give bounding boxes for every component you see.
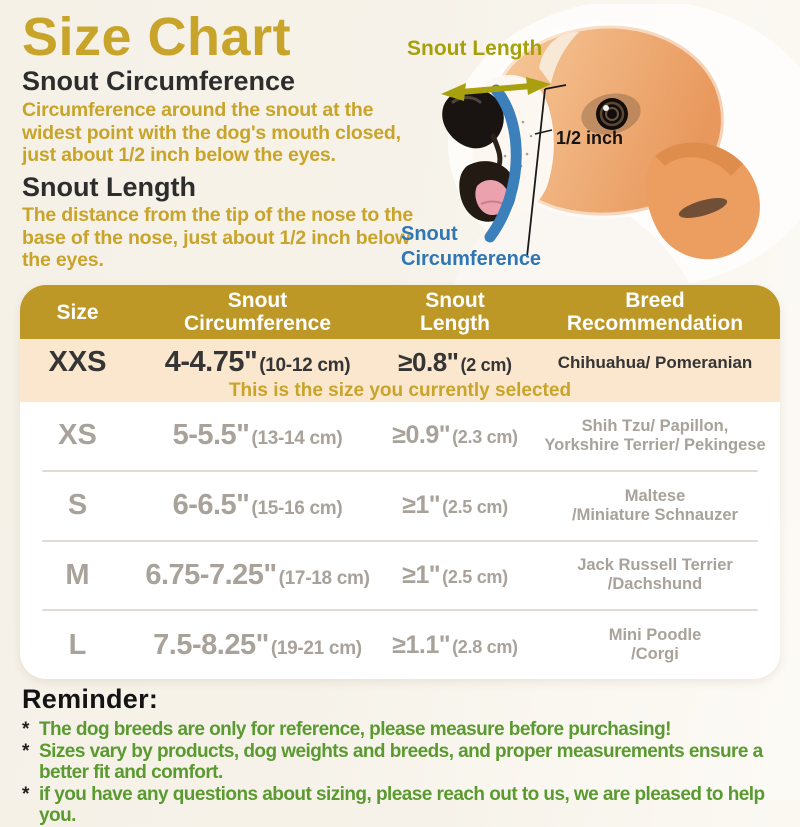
text-segment: The distance from the tip of the nose to the base of the nose, just about (22, 204, 413, 249)
table-row-s (20, 472, 780, 540)
selected-size-note: This is the size you currently selected (228, 380, 572, 401)
breed-value (530, 487, 780, 525)
column-header-breed-recommendation (530, 289, 780, 335)
cm-value: (10-12 cm) (259, 354, 351, 376)
breed-value (530, 626, 780, 664)
table-row-l (20, 611, 780, 679)
circumference-value (135, 629, 380, 662)
snout-circumference-heading: Snout Circumference (22, 66, 296, 96)
size-value: S (67, 489, 88, 522)
reminder-section (22, 684, 794, 827)
column-header-snout-length (380, 289, 530, 335)
breed-line: /Corgi (631, 645, 679, 664)
header-line: Recommendation (566, 312, 744, 335)
size-value: L (68, 628, 87, 661)
circumference-value (135, 559, 380, 592)
inches-value: ≥0.8" (398, 346, 459, 377)
inches-value: 7.5-8.25" (153, 628, 269, 661)
breed-line: Jack Russell Terrier (577, 556, 733, 575)
table-row-selected-xxs (20, 339, 780, 402)
breed-line: Shih Tzu/ Papillon, (581, 416, 729, 435)
circumference-value (135, 489, 380, 522)
table-header-row (20, 285, 780, 339)
reminder-item (22, 784, 794, 827)
inches-value: 6.75-7.25" (145, 558, 277, 591)
row-values (20, 344, 780, 380)
table-row-xs (20, 402, 780, 470)
size-value: XS (58, 419, 97, 452)
cm-value: (2 cm) (460, 354, 512, 375)
snout-circumference-annotation (401, 222, 541, 272)
reminder-heading: Reminder: (22, 684, 159, 714)
cm-value: (13-14 cm) (251, 428, 343, 450)
dog-measurement-diagram (393, 4, 800, 287)
eye-glint (603, 105, 609, 111)
snout-length-description (22, 204, 422, 272)
length-value (380, 421, 530, 450)
header-line: Breed (625, 289, 685, 312)
asterisk-bullet: * (22, 740, 30, 762)
text-segment: below the eyes. (189, 144, 336, 166)
reminder-text: if you have any questions about sizing, please reach out to us, we are pleased to help you. (39, 783, 765, 826)
breed-line: /Miniature Schnauzer (572, 505, 738, 524)
reminder-text: The dog breeds are only for reference, please measure before purchasing! (39, 719, 671, 740)
cm-value: (17-18 cm) (278, 567, 370, 589)
column-header-size (20, 301, 135, 324)
annotation-line: Circumference (401, 248, 542, 270)
asterisk-bullet: * (22, 783, 30, 805)
cm-value: (19-21 cm) (270, 637, 362, 659)
length-value (380, 631, 530, 660)
breed-value (530, 417, 780, 455)
breed-line: Yorkshire Terrier/ Pekingese (544, 435, 766, 454)
cm-value: (15-16 cm) (251, 498, 343, 520)
reminder-item (22, 741, 794, 784)
reminder-item (22, 719, 794, 741)
header-line: Length (420, 312, 490, 335)
size-chart-table (20, 285, 780, 679)
text-segment: Circumference around the snout at the widest point with the dog's mouth closed, just about (22, 99, 401, 166)
circumference-value (135, 419, 380, 452)
inches-value: 6-6.5" (172, 489, 250, 522)
inches-value: ≥1.1" (392, 630, 451, 659)
size-value: XXS (48, 345, 107, 378)
header-line: Snout (425, 289, 485, 312)
asterisk-bullet: * (22, 719, 30, 740)
table-row-m (20, 542, 780, 610)
inches-value: 4-4.75" (164, 345, 258, 378)
inches-value: ≥0.9" (392, 421, 451, 450)
page-title: Size Chart (22, 7, 292, 67)
half-inch-annotation: 1/2 inch (556, 128, 624, 148)
snout-length-heading: Snout Length (22, 172, 196, 202)
breed-line: Maltese (624, 486, 686, 505)
cm-value: (2.3 cm) (452, 427, 518, 448)
breed-value: Chihuahua/ Pomeranian (557, 352, 753, 372)
length-value (380, 347, 530, 378)
cm-value: (2.8 cm) (452, 636, 518, 657)
inches-value: 5-5.5" (172, 419, 250, 452)
cm-value: (2.5 cm) (442, 497, 508, 518)
reminder-text: Sizes vary by products, dog weights and breeds, and proper measurements ensure a better fit and comfort. (39, 740, 763, 783)
length-value (380, 561, 530, 590)
text-segment: below the eyes. (22, 226, 410, 271)
header-line: Size (56, 300, 99, 324)
breed-value (530, 556, 780, 594)
inches-value: ≥1" (402, 560, 441, 589)
inches-value: ≥1" (402, 491, 441, 520)
header-line: Circumference (183, 312, 332, 335)
header-line: Snout (227, 289, 288, 312)
annotation-line: Snout (401, 223, 458, 245)
length-value (380, 491, 530, 520)
circumference-value (135, 346, 380, 379)
column-header-snout-circumference (135, 289, 380, 335)
breed-line: /Dachshund (607, 575, 703, 594)
breed-line: Mini Poodle (608, 626, 702, 645)
half-inch-emphasis: 1/2 inch (118, 144, 190, 166)
snout-length-annotation: Snout Length (407, 37, 543, 60)
snout-circumference-description (22, 99, 422, 167)
size-value: M (65, 558, 90, 591)
table-body (20, 402, 780, 679)
cm-value: (2.5 cm) (442, 566, 508, 587)
half-inch-emphasis: 1/2 inch (279, 226, 351, 249)
